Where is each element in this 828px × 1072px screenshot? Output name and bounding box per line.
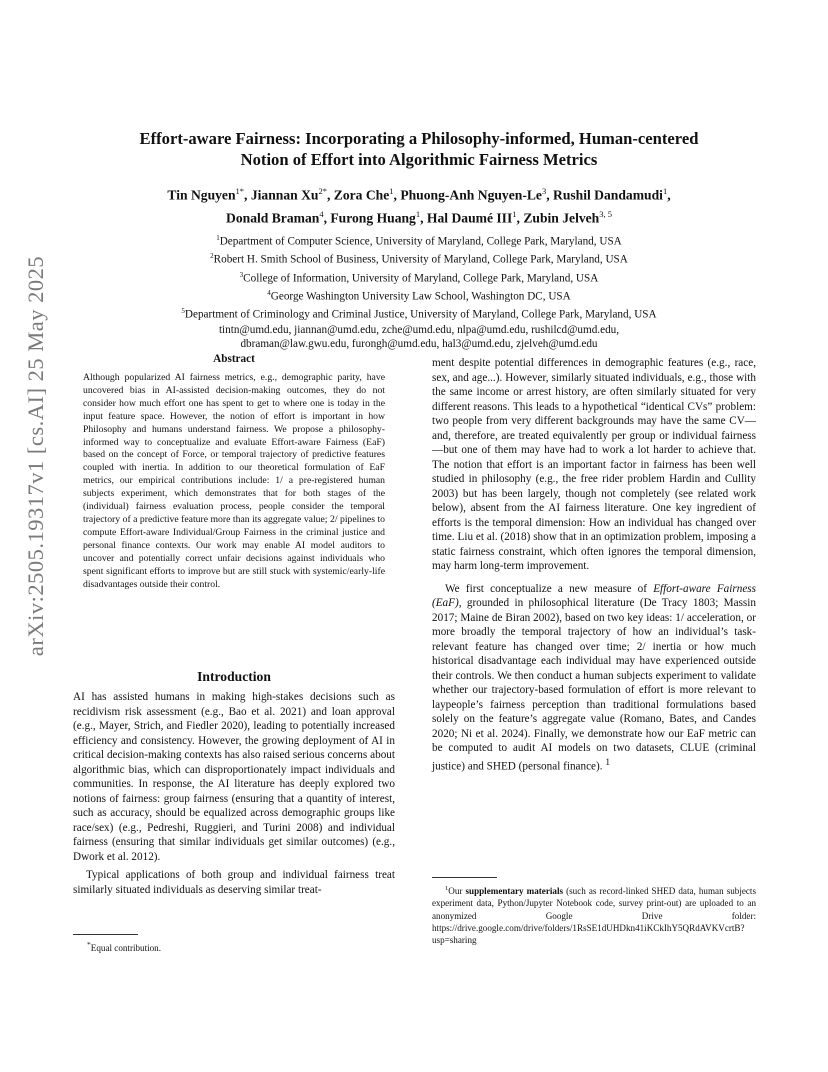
left-footnotes	[73, 934, 395, 953]
author-affiliation-mark: 1	[389, 186, 394, 196]
affiliation-mark: 5	[181, 307, 185, 316]
footnote-rule	[73, 934, 138, 935]
arxiv-identifier-stamp	[6, 0, 66, 1072]
title-line-1: Effort-aware Fairness: Incorporating a Philosophy-informed, Human-centered	[139, 129, 699, 148]
author-affiliation-mark: 2*	[318, 186, 327, 196]
affiliation-item	[70, 231, 768, 249]
author-name: Jiannan Xu	[250, 187, 319, 203]
author-separator: ,	[323, 210, 331, 226]
footnote-bold-text: supplementary materials	[465, 886, 564, 897]
footnote-rule	[432, 877, 497, 878]
paper-header	[70, 128, 768, 352]
author-separator: ,	[326, 187, 334, 203]
author-name: Hal Daumé III	[426, 210, 513, 226]
affiliation-text: College of Information, University of Maryland, College Park, Maryland, USA	[243, 272, 599, 285]
footnote-reference: 1	[605, 757, 611, 768]
author-name: Phuong-Anh Nguyen-Le	[400, 187, 542, 203]
arxiv-stamp-text: arXiv:2505.19317v1 [cs.AI] 25 May 2025	[23, 255, 49, 657]
author-separator: ,	[546, 187, 553, 203]
author-line-1	[70, 182, 768, 205]
author-separator: ,	[420, 210, 427, 226]
author-separator: ,	[667, 187, 671, 203]
affiliation-list	[70, 231, 768, 352]
supplementary-footnote	[432, 883, 756, 947]
left-column	[73, 353, 395, 591]
author-affiliation-mark: 1*	[235, 186, 245, 196]
author-name: Zubin Jelveh	[523, 210, 600, 226]
paragraph-text: , grounded in philosophical literature (De Tracy 1803; Massin 2017; Maine de Biran 2002), based on two key ideas: 1/ acceleration, or more broadly the temporal trajectory of how an individual’s task-relevant feature has changed over time; 2/ inertia or how much historical disadvantage each individual may have experienced outside their controls. We then conduct a human subjects experiment to validate whether our trajectory-based formulation of effort is more relevant to laypeople’s fairness perception than traditional formulations based solely on the feature’s aggregate value (Romano, Bates, and Candes 2020; Ni et al. 2024). Finally, we demonstrate how our EaF metric can be computed to audit AI models on two datasets, CLUE (criminal justice) and SHED (personal finance).	[432, 597, 756, 773]
affiliation-text: Department of Computer Science, University of Maryland, College Park, Maryland, USA	[219, 235, 622, 248]
paragraph-emphasis: Effort-aware Fairness (EaF)	[432, 582, 756, 609]
title-line-2: Notion of Effort into Algorithmic Fairness Metrics	[240, 150, 598, 169]
affiliation-mark: 1	[216, 234, 220, 243]
author-separator: ,	[393, 187, 401, 203]
email-line-2: dbraman@law.gwu.edu, furongh@umd.edu, hal3@umd.edu, zjelveh@umd.edu	[240, 338, 598, 351]
intro-paragraph-1: AI has assisted humans in making high-stakes decisions such as recidivism risk assessment (e.g., Bao et al. 2021) and loan approval (e.g., Mayer, Strich, and Fiedler 2020), leading to potentially increased efficiency and consistency. However, the growing deployment of AI in critical decision-making contexts has also raised serious concerns about algorithmic bias, which can disproportionately impact individuals and communities. In response, the AI literature has deeply explored two notions of fairness: group fairness (ensuring that a quantity of interest, such as accuracy, should be equalized across demographic groups like race/sex) (e.g., Pedreshi, Ruggieri, and Turini 2008) and individual fairness (ensuring that similar individuals get similar outcomes) (e.g., Dwork et al. 2012).	[73, 691, 395, 863]
author-affiliation-mark: 3, 5	[599, 208, 612, 219]
author-name: Zora Che	[333, 187, 390, 203]
paper-title	[70, 128, 768, 170]
abstract-text: Although popularized AI fairness metrics, e.g., demographic parity, have uncovered bias in AI-assisted decision-making outcomes, they do not consider how much effort one has spent to get to where one is today in the input feature space. However, the notion of effort is important in how Philosophy and humans understand fairness. We propose a philosophy-informed way to conceptualize and evaluate Effort-aware Fairness (EaF) based on the concept of Force, or temporal trajectory of predictive features coupled with inertia. In addition to our theoretical formulation of EaF metrics, our empirical contributions include: 1/ a pre-registered human subjects experiment, which demonstrates that for both stages of the (individual) fairness evaluation process, people consider the temporal trajectory of a predictive feature more than its aggregate value; 2/ pipelines to compute Effort-aware Individual/Group Fairness in the criminal justice and personal finance contexts. Our work may enable AI model auditors to uncover and potentially correct unfair decisions against individuals who spent significant efforts to improve but are still stuck with systemic/early-life disadvantages outside their control.	[83, 372, 385, 590]
footnote-text: Equal contribution.	[90, 943, 162, 954]
author-name: Furong Huang	[330, 210, 416, 226]
paragraph-text: We first conceptualize a new measure of	[445, 582, 654, 595]
author-affiliation-mark: 4	[319, 208, 324, 219]
abstract-heading: Abstract	[213, 353, 255, 365]
author-line-2	[70, 205, 768, 228]
footnote-text: (such as record-linked SHED data, human subjects experiment data, Python/Jupyter Notebook code, survey print-out) are uploaded to an anonymized Google Drive folder: https://drive.google.com/drive/folders/1RsSE1dUHDkn41iKCkIhY5QRdAVKVcrtB?usp=sharing	[432, 886, 756, 946]
author-affiliation-mark: 1	[662, 186, 668, 196]
introduction-heading: Introduction	[197, 669, 271, 684]
intro-paragraph-2: Typical applications of both group and individual fairness treat similarly situated individuals as deserving similar treat-	[73, 869, 395, 896]
footnote-mark: 1	[445, 885, 449, 892]
author-name: Tin Nguyen	[167, 187, 236, 203]
right-paragraph-2	[432, 582, 756, 774]
right-footnotes	[432, 877, 756, 947]
affiliation-text: Robert H. Smith School of Business, University of Maryland, College Park, Maryland, USA	[213, 254, 628, 267]
equal-contribution-footnote	[73, 940, 395, 953]
introduction-section	[73, 669, 395, 897]
right-paragraph-1: ment despite potential differences in demographic features (e.g., race, sex, and age...). However, similarly situated individuals, e.g., those with the same income or arrest history, are often similarly situated for very different reasons. This leads to a hypothetical “identical CVs” problem: two people from very different backgrounds may have the same CV—and, therefore, are treated equivalently per group or individual fairness—but one of them may have had to work a lot harder to achieve that. The notion that effort is an important factor in fairness has been well studied in philosophy (e.g., the free rider problem Hardin and Cullity 2003) but has been largely, though not completely (see related work below), absent from the AI fairness literature. One key ingredient of efforts is the temporal dimension: How an individual has changed over time. Liu et al. (2018) show that in an optimization problem, imposing a static fairness constraint, which often ignores the temporal dimension, may harm long-term improvement.	[432, 357, 756, 572]
footnote-mark: *	[87, 940, 91, 949]
affiliation-mark: 4	[267, 289, 271, 298]
affiliation-item	[70, 304, 768, 322]
affiliation-mark: 2	[210, 252, 214, 261]
footnote-text: Our	[448, 886, 466, 897]
affiliation-text: George Washington University Law School, Washington DC, USA	[270, 290, 571, 303]
author-separator: ,	[244, 187, 251, 203]
right-column	[432, 356, 756, 774]
author-separator: ,	[516, 210, 524, 226]
affiliation-mark: 3	[239, 270, 244, 279]
author-name: Rushil Dandamudi	[553, 187, 663, 203]
author-affiliation-mark: 3	[541, 186, 547, 196]
author-affiliation-mark: 1	[415, 208, 421, 219]
author-list	[70, 182, 768, 227]
affiliation-item	[70, 268, 768, 286]
author-affiliation-mark: 1	[512, 208, 517, 219]
affiliation-text: Department of Criminology and Criminal Justice, University of Maryland, College Park, Maryland, USA	[184, 309, 657, 322]
affiliation-item	[70, 249, 768, 267]
affiliation-item	[70, 286, 768, 304]
author-name: Donald Braman	[226, 210, 320, 226]
email-line-1: tintn@umd.edu, jiannan@umd.edu, zche@umd.edu, nlpa@umd.edu, rushilcd@umd.edu,	[218, 323, 620, 336]
